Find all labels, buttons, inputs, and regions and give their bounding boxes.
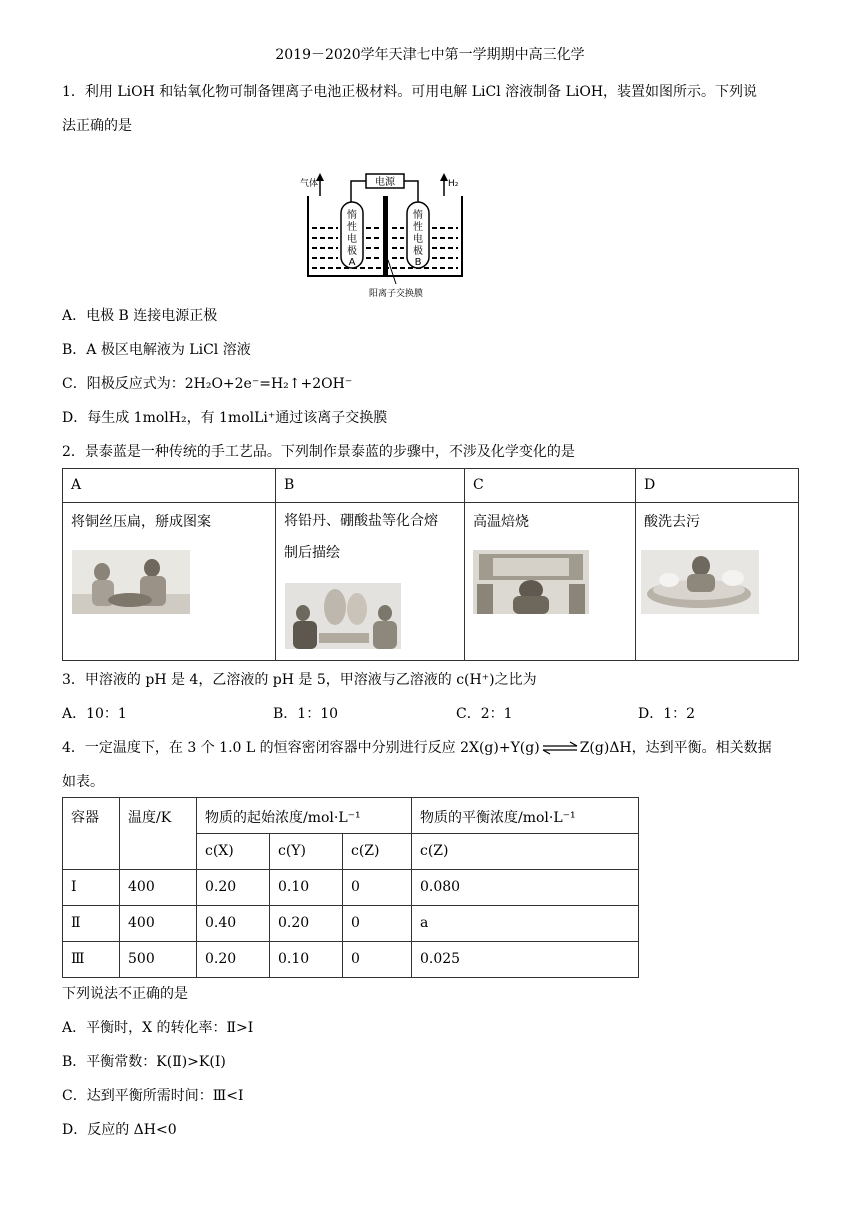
q2-header-c: C [465,469,636,503]
table-cell: 500 [120,942,197,978]
svg-text:惰: 惰 [413,210,423,221]
q4-stem-text-a: 4．一定温度下，在 3 个 1.0 L 的恒容密闭容器中分别进行反应 2X(g)+Y(g) [62,740,540,756]
q4-stem-text-b: Z(g)ΔH，达到平衡。相关数据 [579,740,772,756]
q4-option-c: C．达到平衡所需时间：Ⅲ<Ⅰ [62,1088,244,1104]
illustration-craftsman-wire [72,550,190,614]
table-cell: Ⅲ [63,942,120,978]
svg-text:A: A [348,257,356,268]
table-row [63,870,639,906]
q2-cell-a-text: 将铜丝压扁，掰成图案 [71,514,211,530]
table-cell: 0.080 [412,870,639,906]
q2-header-a: A [63,469,276,503]
svg-text:惰: 惰 [347,210,357,221]
q3-stem: 3．甲溶液的 pH 是 4，乙溶液的 pH 是 5，甲溶液与乙溶液的 c(H⁺)之比为 [62,672,537,688]
q1-stem-line1: 1．利用 LiOH 和钴氧化物可制备锂离子电池正极材料。可用电解 LiCl 溶液制备 LiOH，装置如图所示。下列说 [62,84,758,100]
q4-table [62,797,639,978]
q4-header-container: 容器 [63,798,120,870]
table-cell: 400 [120,870,197,906]
q4-option-b: B．平衡常数：K(Ⅱ)>K(Ⅰ) [62,1054,226,1070]
q4-sub-cy: c(Y) [270,834,343,870]
svg-text:电: 电 [347,234,357,245]
table-cell: 0 [343,942,412,978]
q3-option-a: A．10：1 [62,706,127,722]
q4-sub-cz-eq: c(Z) [412,834,639,870]
q4-header-temp: 温度/K [120,798,197,870]
table-cell: 0.20 [270,906,343,942]
equilibrium-arrow-icon [542,741,578,755]
table-cell: Ⅰ [63,870,120,906]
q2-cell-c-text: 高温焙烧 [473,514,529,530]
svg-text:电: 电 [413,234,423,245]
q2-header-d: D [636,469,799,503]
q2-cell-b-text: 将铅丹、硼酸盐等化合熔 [284,513,438,529]
page-title: 2019－2020学年天津七中第一学期期中高三化学 [275,47,585,63]
gas-right-label: H₂ [448,179,459,189]
svg-text:极: 极 [347,246,357,257]
illustration-kiln-firing [473,550,589,614]
svg-text:B: B [414,257,422,268]
table-cell: 0.20 [197,942,270,978]
power-label: 电源 [375,177,395,188]
q3-option-d: D．1：2 [638,706,696,722]
table-cell: 0.20 [197,870,270,906]
q4-option-d: D．反应的 ΔH<0 [62,1122,177,1138]
q3-option-b: B．1：10 [273,706,339,722]
q4-stem-line2: 如表。 [62,774,104,790]
table-cell: 400 [120,906,197,942]
q3-option-c: C．2：1 [456,706,513,722]
q1-option-d: D．每生成 1molH₂，有 1molLi⁺通过该离子交换膜 [62,410,388,426]
illustration-painting-enamel [285,583,401,649]
q1-option-b: B．A 极区电解液为 LiCl 溶液 [62,342,251,358]
table-cell: 0.10 [270,870,343,906]
q1-option-a: A．电极 B 连接电源正极 [62,308,218,324]
svg-text:极: 极 [413,246,423,257]
svg-text:性: 性 [347,222,357,233]
table-cell: Ⅱ [63,906,120,942]
q4-header-initial: 物质的起始浓度/mol·L⁻¹ [197,798,412,834]
membrane-label: 阳离子交换膜 [368,289,424,299]
q2-cell-b-text-2: 制后描绘 [284,545,340,561]
q2-cell-d-text: 酸洗去污 [644,514,700,530]
table-row [63,942,639,978]
q2-header-b: B [276,469,465,503]
table-row [63,906,639,942]
q4-sub-cx: c(X) [197,834,270,870]
membrane [383,196,388,276]
q1-stem-line2: 法正确的是 [62,118,132,134]
svg-text:性: 性 [413,222,423,233]
table-cell: 0.025 [412,942,639,978]
table-cell: a [412,906,639,942]
table-cell: 0 [343,906,412,942]
table-cell: 0 [343,870,412,906]
q4-stem-a [62,738,772,758]
q2-stem: 2．景泰蓝是一种传统的手工艺品。下列制作景泰蓝的步骤中，不涉及化学变化的是 [62,444,575,460]
table-cell: 0.40 [197,906,270,942]
table-cell: 0.10 [270,942,343,978]
q4-sub-cz: c(Z) [343,834,412,870]
q4-prompt: 下列说法不正确的是 [62,986,188,1002]
gas-left-label: 气体 [300,179,319,189]
electrolysis-diagram [296,168,476,300]
q4-option-a: A．平衡时，X 的转化率：Ⅱ>Ⅰ [62,1020,254,1036]
illustration-acid-wash [641,550,759,614]
q4-header-equilibrium: 物质的平衡浓度/mol·L⁻¹ [412,798,639,834]
q1-option-c: C．阳极反应式为：2H₂O+2e⁻=H₂↑+2OH⁻ [62,376,353,392]
